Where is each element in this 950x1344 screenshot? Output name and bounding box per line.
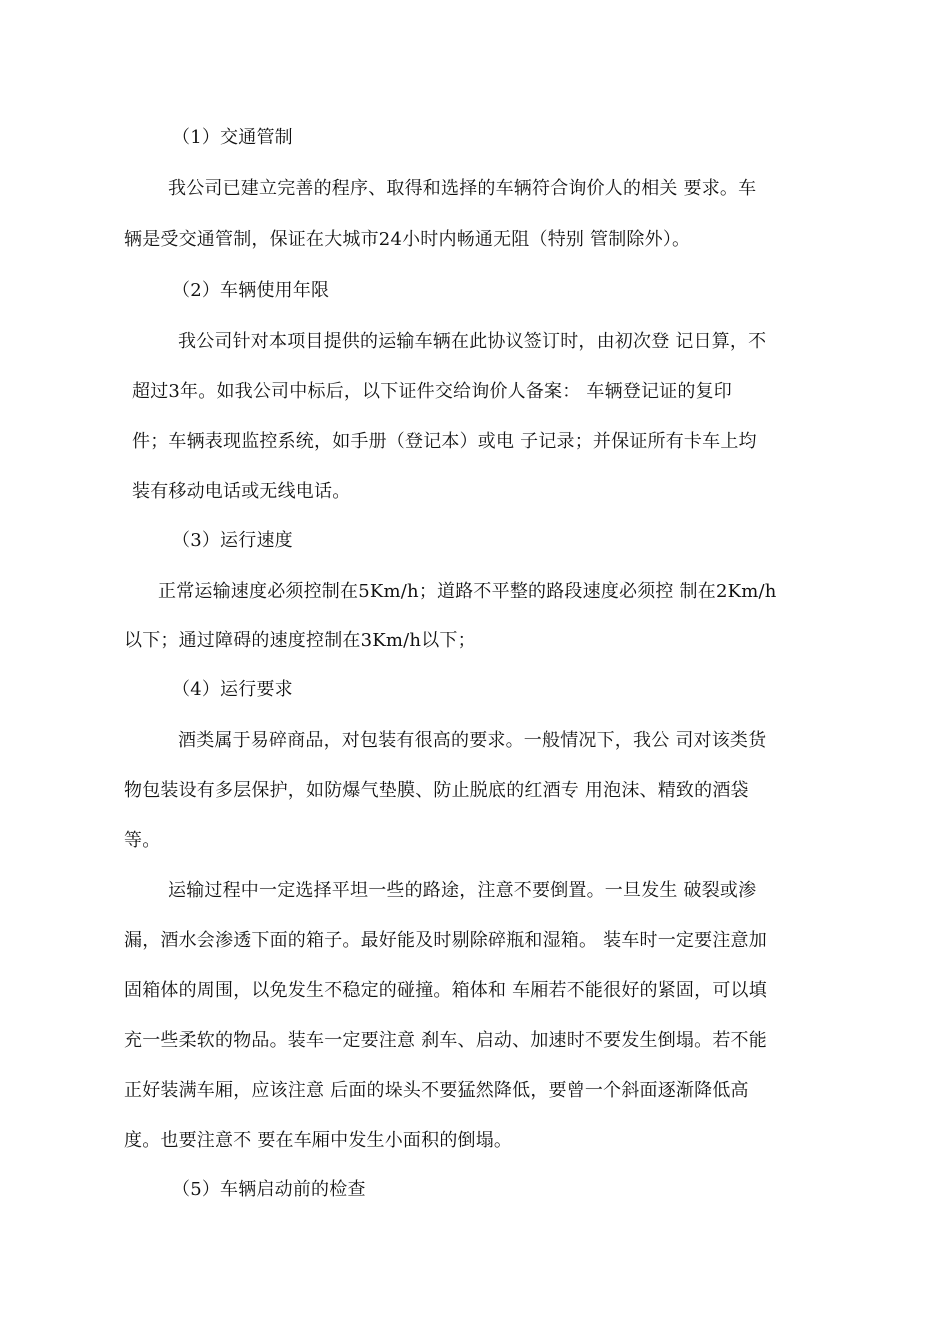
section-heading-3: （3）运行速度 xyxy=(172,530,293,551)
section-2-line-3: 件；车辆表现监控系统，如手册（登记本）或电 子记录；并保证所有卡车上均 xyxy=(132,431,757,452)
section-4-line-4: 运输过程中一定选择平坦一些的路途，注意不要倒置。一旦发生 破裂或渗 xyxy=(168,880,757,901)
section-1-line-2: 辆是受交通管制，保证在大城市24小时内畅通无阻（特别 管制除外）。 xyxy=(124,229,691,250)
section-4-line-1: 酒类属于易碎商品，对包装有很高的要求。一般情况下，我公 司对该类货 xyxy=(178,730,767,751)
section-4-line-6: 固箱体的周围，以免发生不稳定的碰撞。箱体和 车厢若不能很好的紧固，可以填 xyxy=(124,980,767,1001)
section-2-line-2: 超过3年。如我公司中标后，以下证件交给询价人备案： 车辆登记证的复印 xyxy=(132,381,732,402)
section-2-line-1: 我公司针对本项目提供的运输车辆在此协议签订时，由初次登 记日算，不 xyxy=(178,331,767,352)
section-3-line-2: 以下；通过障碍的速度控制在3Km/h以下； xyxy=(124,630,476,651)
section-heading-2: （2）车辆使用年限 xyxy=(172,280,330,301)
section-3-line-1: 正常运输速度必须控制在5Km/h；道路不平整的路段速度必须控 制在2Km/h xyxy=(158,581,777,602)
section-heading-1: （1）交通管制 xyxy=(172,127,293,148)
section-2-line-4: 装有移动电话或无线电话。 xyxy=(132,481,351,502)
section-4-line-7: 充一些柔软的物品。装车一定要注意 刹车、启动、加速时不要发生倒塌。若不能 xyxy=(124,1030,767,1051)
section-1-line-1: 我公司已建立完善的程序、取得和选择的车辆符合询价人的相关 要求。车 xyxy=(168,178,757,199)
section-4-line-2: 物包装设有多层保护，如防爆气垫膜、防止脱底的红酒专 用泡沫、精致的酒袋 xyxy=(124,780,749,801)
section-4-line-3: 等。 xyxy=(124,830,161,851)
section-heading-4: （4）运行要求 xyxy=(172,679,293,700)
section-4-line-9: 度。也要注意不 要在车厢中发生小面积的倒塌。 xyxy=(124,1130,513,1151)
section-4-line-5: 漏，酒水会渗透下面的箱子。最好能及时剔除碎瓶和湿箱。 装车时一定要注意加 xyxy=(124,930,767,951)
section-4-line-8: 正好装满车厢，应该注意 后面的垛头不要猛然降低，要曾一个斜面逐渐降低高 xyxy=(124,1080,749,1101)
section-heading-5: （5）车辆启动前的检查 xyxy=(172,1179,366,1200)
